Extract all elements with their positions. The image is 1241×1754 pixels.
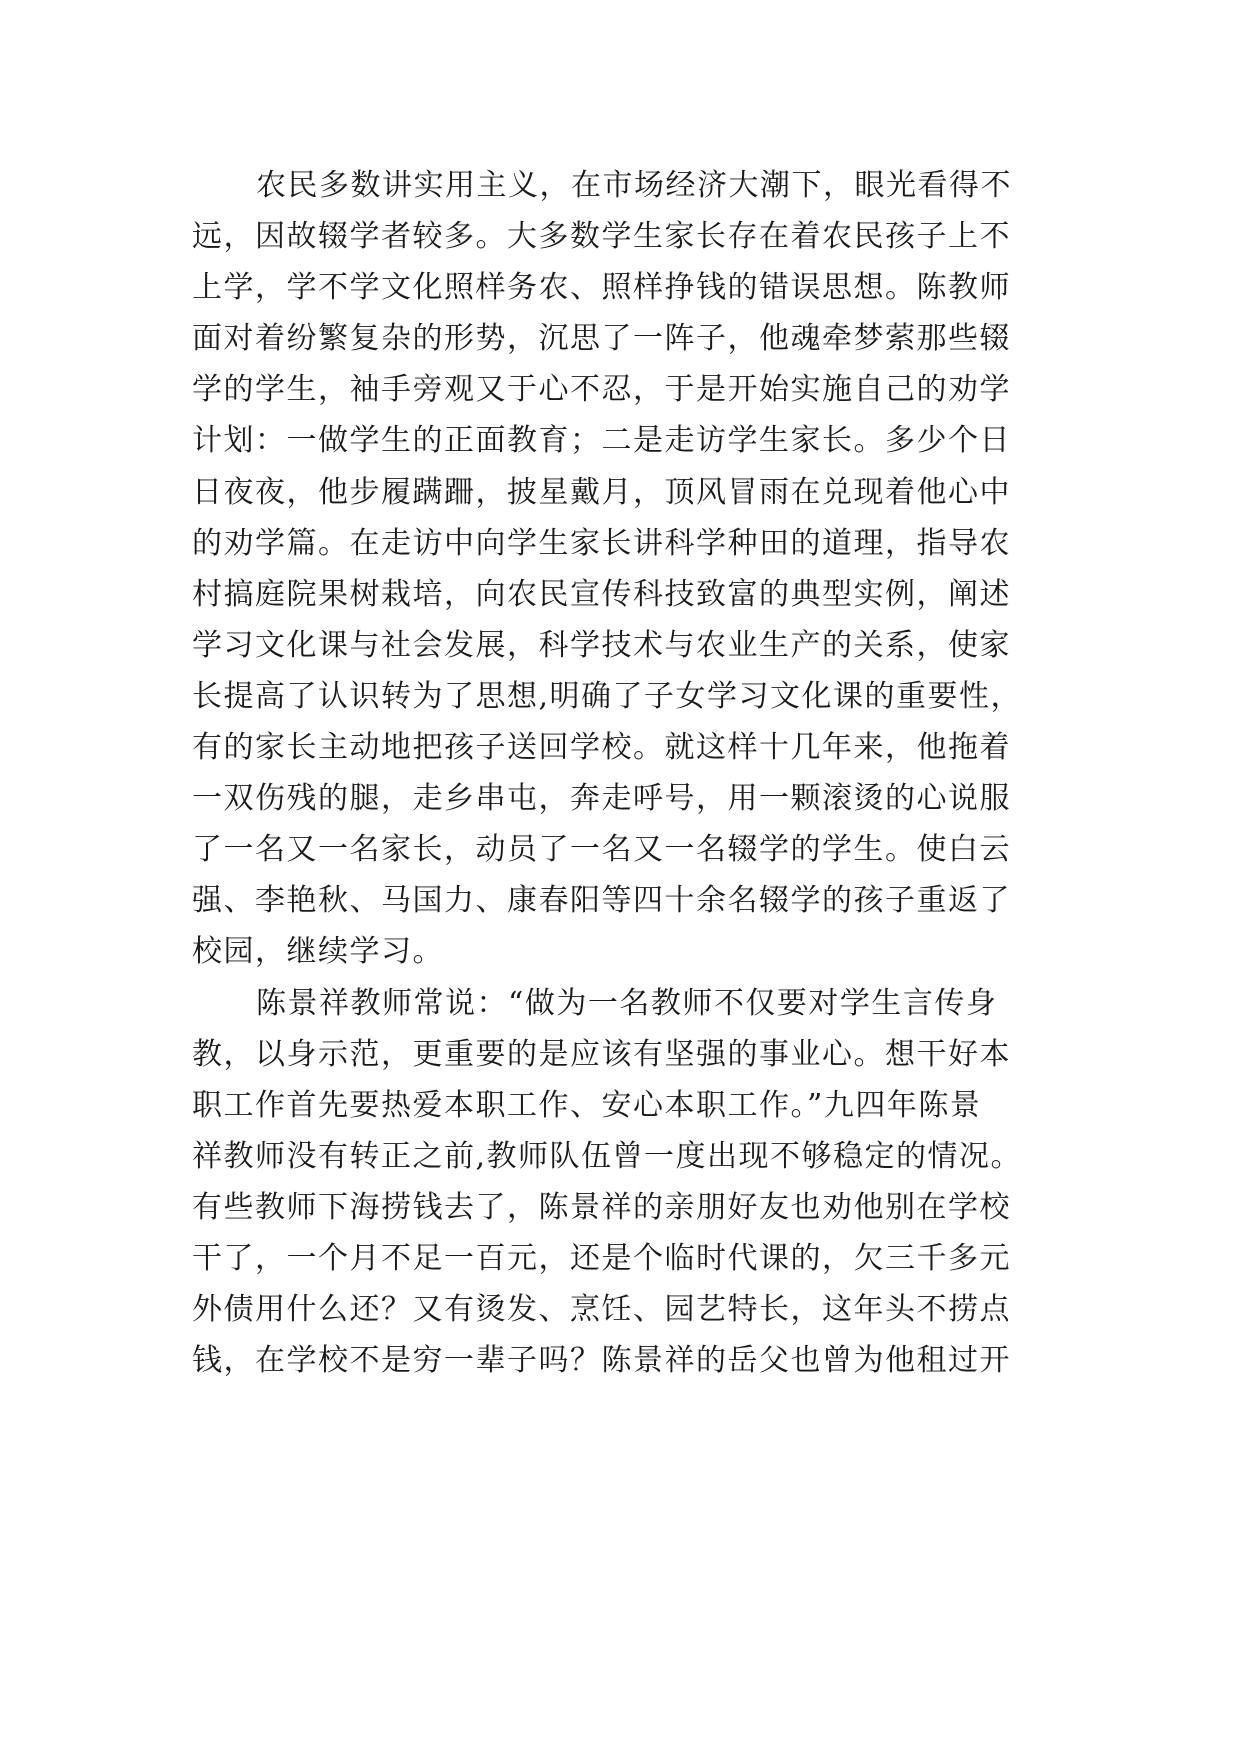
paragraph-line: 陈景祥教师常说：“做为一名教师不仅要对学生言传身 [256,985,998,1021]
paragraph-line: 远，因故辍学者较多。大多数学生家长存在着农民孩子上不 [192,219,1011,255]
paragraph-line: 祥教师没有转正之前,教师队伍曾一度出现不够稳定的情况。 [192,1138,1023,1174]
paragraph-line: 钱，在学校不是穷一辈子吗？陈景祥的岳父也曾为他租过开 [192,1343,1011,1379]
paragraph-line: 学习文化课与社会发展，科学技术与农业生产的关系，使家 [192,627,1011,663]
paragraph-line: 上学，学不学文化照样务农、照样挣钱的错误思想。陈教师 [192,270,1011,306]
paragraph-line: 有些教师下海捞钱去了，陈景祥的亲朋好友也劝他别在学校 [192,1189,1011,1225]
paragraph-1 [192,160,1052,978]
paragraph-line: 长提高了认识转为了思想,明确了子女学习文化课的重要性， [192,678,1023,714]
paragraph-line: 强、李艳秋、马国力、康春阳等四十余名辍学的孩子重返了 [192,883,1011,919]
paragraph-line: 干了，一个月不足一百元，还是个临时代课的，欠三千多元 [192,1240,1011,1276]
paragraph-line: 面对着纷繁复杂的形势，沉思了一阵子，他魂牵梦萦那些辍 [192,321,1011,357]
paragraph-line: 的劝学篇。在走访中向学生家长讲科学种田的道理，指导农 [192,525,1011,561]
paragraph-line: 计划：一做学生的正面教育；二是走访学生家长。多少个日 [192,423,1011,459]
paragraph-line: 了一名又一名家长，动员了一名又一名辍学的学生。使白云 [192,832,1011,868]
paragraph-line: 学的学生，袖手旁观又于心不忍，于是开始实施自己的劝学 [192,372,1011,408]
body-text [192,160,1052,1386]
paragraph-line: 一双伤残的腿，走乡串屯，奔走呼号，用一颗滚烫的心说服 [192,781,1011,817]
paragraph-line: 有的家长主动地把孩子送回学校。就这样十几年来，他拖着 [192,730,1011,766]
paragraph-line: 外债用什么还？又有烫发、烹饪、园艺特长，这年头不捞点 [192,1292,1011,1328]
paragraph-line: 教，以身示范，更重要的是应该有坚强的事业心。想干好本 [192,1036,1011,1072]
paragraph-line: 村搞庭院果树栽培，向农民宣传科技致富的典型实例，阐述 [192,576,1011,612]
paragraph-line: 日夜夜，他步履蹒跚，披星戴月，顶风冒雨在兑现着他心中 [192,474,1011,510]
paragraph-2 [192,978,1052,1387]
paragraph-line: 校园，继续学习。 [192,934,444,970]
paragraph-line: 农民多数讲实用主义，在市场经济大潮下，眼光看得不 [256,168,1012,203]
paragraph-line: 职工作首先要热爱本职工作、安心本职工作。”九四年陈景 [192,1087,982,1123]
